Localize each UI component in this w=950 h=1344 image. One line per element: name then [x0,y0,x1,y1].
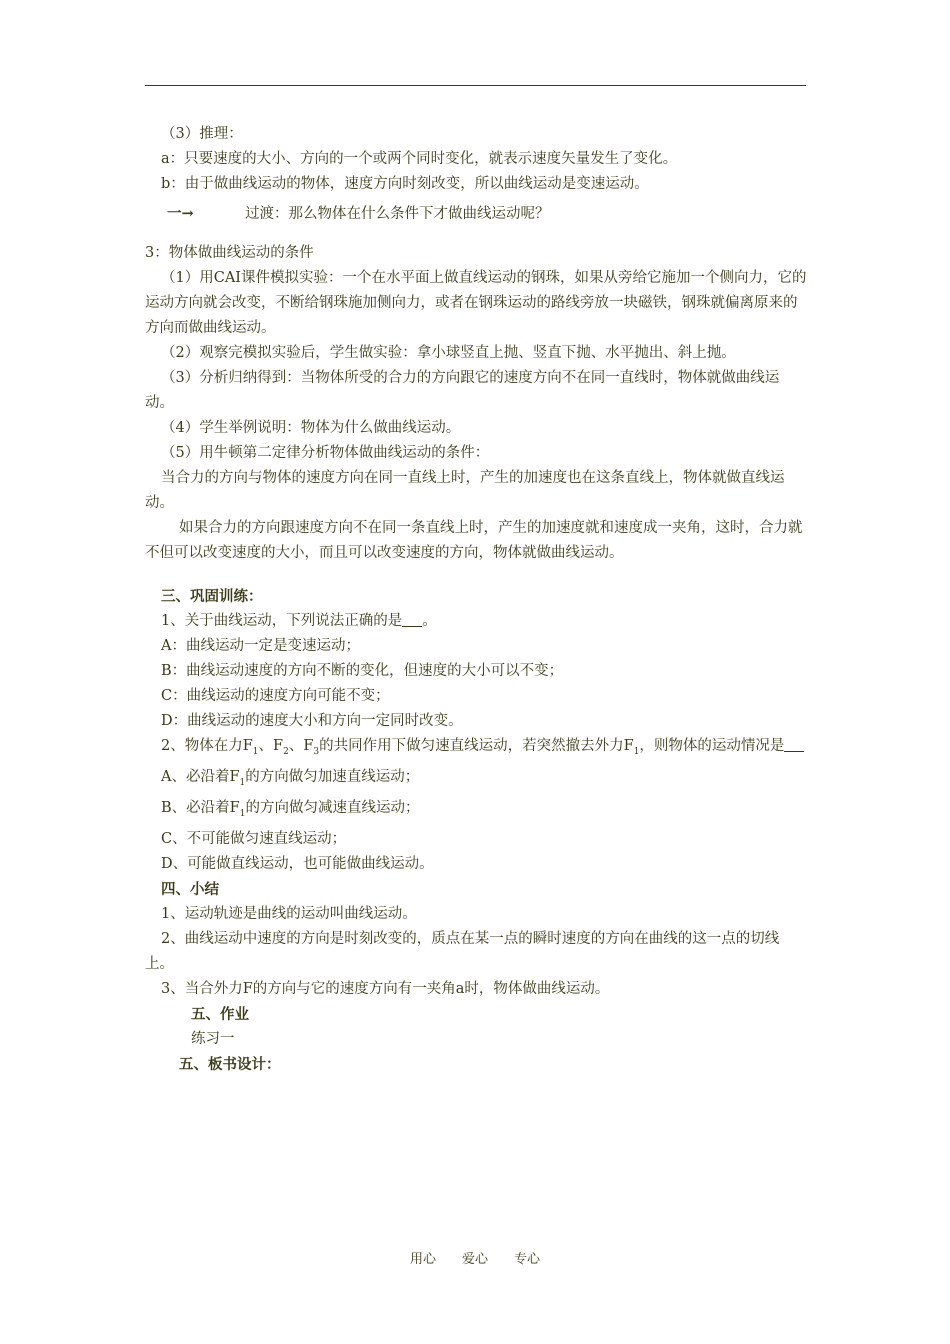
document-body [145,122,807,1077]
section3-p5: （5）用牛顿第二定律分析物体做曲线运动的条件： [161,445,490,461]
reasoning-a: a：只要速度的大小、方向的一个或两个同时变化，就表示速度矢量发生了变化。 [161,151,678,167]
board-title: 五、板书设计： [179,1055,281,1073]
section3-title: 3：物体做曲线运动的条件 [145,245,314,261]
header-rule [145,85,806,86]
footer-word: 专心 [514,1252,541,1267]
page-footer [0,1248,950,1267]
spacer [145,227,807,241]
q1-option-a: A：曲线运动一定是变速运动； [161,638,360,654]
footer-word: 爱心 [461,1252,488,1267]
practice-title: 三、巩固训练： [161,588,263,605]
summary-title: 四、小结 [161,880,219,898]
q1-option-d: D：曲线运动的速度大小和方向一定同时改变。 [161,713,463,729]
footer-word: 用心 [409,1252,436,1267]
section3-p3: （3）分析归纳得到：当物体所受的合力的方向跟它的速度方向不在同一直线时，物体就做曲线运动。 [145,370,780,411]
section3-p1: （1）用CAI课件模拟实验：一个在水平面上做直线运动的钢珠，如果从旁给它施加一个侧向力，它的运动方向就会改变，不断给钢珠施加侧向力，或者在钢珠运动的路线旁放一块磁铁，钢珠就偏离原来的方向而做曲线运动。 [145,270,807,336]
q1-option-b: B：曲线运动速度的方向不断的变化，但速度的大小可以不变； [161,663,564,679]
q2-option-c: C、不可能做匀速直线运动； [161,830,347,847]
section3-p2: （2）观察完模拟实验后，学生做实验：拿小球竖直上抛、竖直下抛、水平抛出、斜上抛。 [161,345,736,361]
practice-q1: 1、关于曲线运动，下列说法正确的是 。 [161,613,437,629]
answer-blank [402,612,422,627]
spacer [145,566,807,584]
homework-title: 五、作业 [191,1005,249,1023]
homework-item: 练习一 [191,1030,235,1047]
summary-item: 2、曲线运动中速度的方向是时刻改变的，质点在某一点的瞬时速度的方向在曲线的这一点的切线上。 [145,930,780,972]
section3-p4: （4）学生举例说明：物体为什么做曲线运动。 [161,420,461,436]
reasoning-b: b：由于做曲线运动的物体，速度方向时刻改变，所以曲线运动是变速运动。 [161,176,649,192]
q2-option-a: A、必沿着$F_1$的方向做匀加速直线运动； [161,768,420,788]
q2-option-d: D、可能做直线运动，也可能做曲线运动。 [161,855,434,872]
practice-q2: 2、物体在力$F_1$、$F_2$、$F_3$的共同作用下做匀速直线运动，若突然撤去外力$F_1$，则物体的运动情况是 [145,734,807,765]
summary-item: 1、运动轨迹是曲线的运动叫曲线运动。 [161,905,417,922]
arrow-glyph: 一→ [167,205,194,222]
transition-text: 过渡：那么物体在什么条件下才做曲线运动呢？ [245,206,550,222]
section3-p6: 当合力的方向与物体的速度方向在同一直线上时，产生的加速度也在这条直线上，物体就做直线运动。 [145,470,785,511]
q1-option-c: C：曲线运动的速度方向可能不变； [161,688,390,704]
summary-item: 3、当合外力F的方向与它的速度方向有一夹角a时，物体做曲线运动。 [161,980,610,997]
section3-p7: 如果合力的方向跟速度方向不在同一条直线上时，产生的加速度就和速度成一夹角，这时，合力就不但可以改变速度的大小，而且可以改变速度的方向，物体就做曲线运动。 [145,520,803,561]
transition-line [145,201,807,227]
answer-blank [784,737,804,752]
q2-option-b: B、必沿着$F_1$的方向做匀减速直线运动； [161,799,420,819]
reasoning-heading: （3）推理： [161,126,243,142]
